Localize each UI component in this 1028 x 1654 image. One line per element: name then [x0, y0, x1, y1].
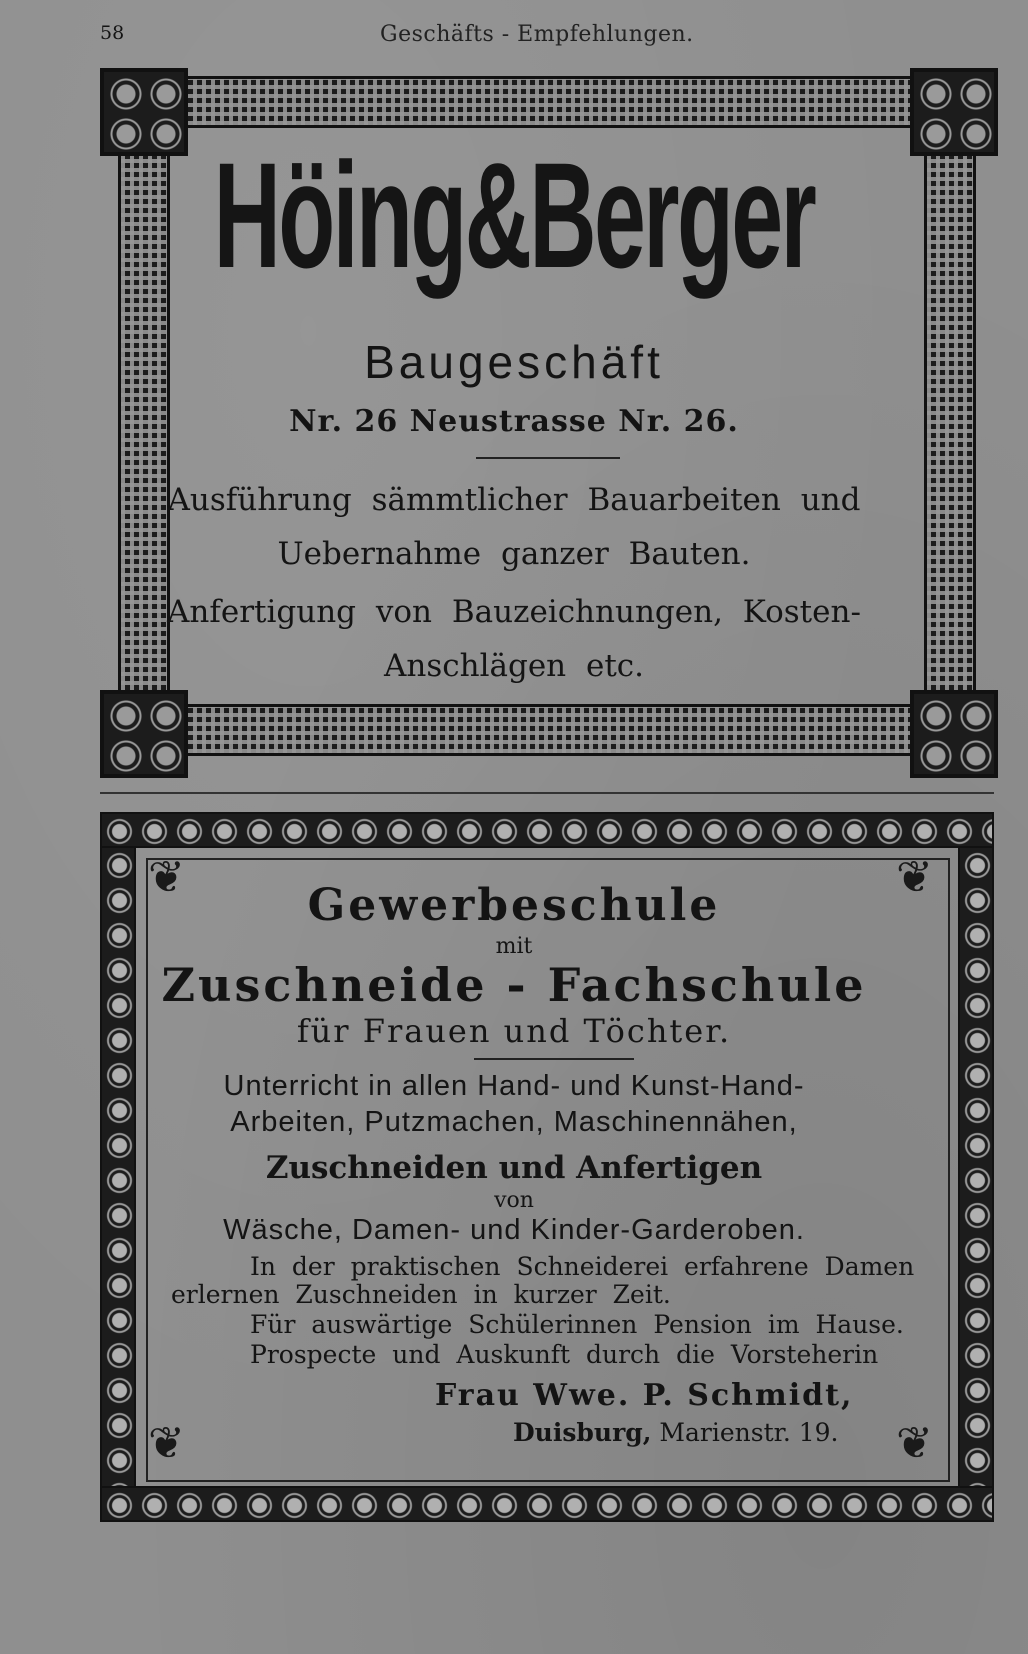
flourish-ornament-icon: ❦: [896, 852, 933, 903]
corner-ornament-icon: [100, 68, 188, 156]
tile-border-bottom: [100, 1486, 994, 1522]
divider-rule: [474, 1058, 634, 1060]
corner-ornament-icon: [910, 68, 998, 156]
divider-rule: [476, 457, 620, 459]
ad2-line: Prospecte und Auskunft durch die Vorsteherin: [250, 1340, 879, 1369]
ornamental-border-bottom: [100, 704, 998, 756]
contact-name: Frau Wwe. P. Schmidt,: [435, 1378, 854, 1413]
corner-ornament-icon: [100, 690, 188, 778]
contact-address: [513, 1418, 838, 1447]
ad2-line: Unterricht in allen Hand- und Kunst-Hand-: [223, 1070, 805, 1102]
school-title: Gewerbeschule: [307, 880, 721, 931]
corner-ornament-icon: [910, 690, 998, 778]
tile-border-top: [100, 812, 994, 848]
connector-text: mit: [495, 934, 533, 959]
page-number: 58: [100, 22, 125, 44]
flourish-ornament-icon: ❦: [148, 1418, 185, 1469]
company-subtitle: Baugeschäft: [364, 336, 664, 388]
flourish-ornament-icon: ❦: [896, 1418, 933, 1469]
ad2-line: Arbeiten, Putzmachen, Maschinennähen,: [230, 1106, 798, 1138]
contact-city: Duisburg,: [513, 1418, 652, 1447]
ad2-line: von: [494, 1188, 534, 1213]
ad2-line: erlernen Zuschneiden in kurzer Zeit.: [171, 1280, 671, 1309]
company-title: Höing&Berger: [213, 131, 815, 299]
ad2-line: In der praktischen Schneiderei erfahrene Damen: [250, 1252, 915, 1281]
running-head: Geschäfts - Empfehlungen.: [380, 22, 694, 47]
ad2-line: Für auswärtige Schülerinnen Pension im Hause.: [250, 1310, 904, 1339]
ad1-line: Ausführung sämmtlicher Bauarbeiten und: [167, 482, 861, 518]
school-subtitle: Zuschneide - Fachschule: [161, 958, 867, 1012]
audience-text: für Frauen und Töchter.: [296, 1012, 732, 1050]
ad1-line: Anfertigung von Bauzeichnungen, Kosten-: [167, 594, 861, 630]
ornamental-border-top: [100, 76, 998, 128]
ad1-line: Uebernahme ganzer Bauten.: [277, 536, 751, 572]
ad2-line: Wäsche, Damen- und Kinder-Garderoben.: [223, 1214, 805, 1246]
ad1-line: Anschlägen etc.: [383, 648, 644, 684]
flourish-ornament-icon: ❦: [148, 852, 185, 903]
contact-street: Marienstr. 19.: [659, 1418, 839, 1447]
ad2-line: Zuschneiden und Anfertigen: [265, 1150, 763, 1186]
page-divider: [100, 792, 994, 794]
company-address: Nr. 26 Neustrasse Nr. 26.: [289, 404, 739, 439]
